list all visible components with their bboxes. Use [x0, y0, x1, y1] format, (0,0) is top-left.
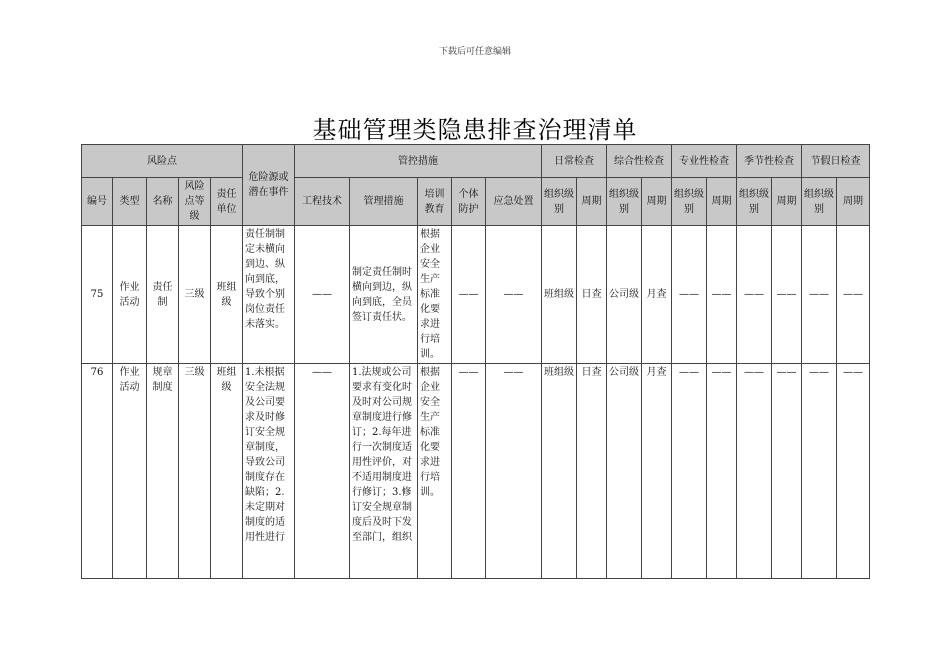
col-daily-org: 组织级别 [542, 178, 577, 226]
cell-comp-period: 月查 [642, 364, 672, 579]
cell-training: 根据企业安全生产标准化要求进行培训。 [418, 226, 452, 364]
col-season-org: 组织级别 [737, 178, 772, 226]
cell-no: 76 [82, 364, 113, 579]
cell-name: 责任制 [147, 226, 179, 364]
cell-holiday-period: —— [837, 364, 870, 579]
cell-unit: 班组级 [211, 226, 243, 364]
cell-engineering: —— [295, 226, 350, 364]
cell-daily-period: 日查 [577, 226, 607, 364]
col-training: 培训教育 [418, 178, 452, 226]
page-header: 下载后可任意编辑 [438, 47, 511, 57]
cell-season-org: —— [737, 364, 772, 579]
table-row [82, 226, 870, 364]
cell-management: 制定责任制时横向到边，纵向到底，全员签订责任状。 [350, 226, 418, 364]
cell-training: 根据企业安全生产标准化要求进行培训。 [418, 364, 452, 579]
cell-daily-period: 日查 [577, 364, 607, 579]
col-unit: 责任单位 [211, 178, 243, 226]
cell-type: 作业活动 [113, 226, 147, 364]
table-row [82, 364, 870, 579]
document-title: 基础管理类隐患排查治理清单 [312, 116, 638, 144]
cell-holiday-period: —— [837, 226, 870, 364]
group-risk-point: 风险点 [82, 145, 243, 178]
cell-emergency: —— [486, 364, 542, 579]
cell-ppe: —— [452, 226, 486, 364]
cell-engineering: —— [295, 364, 350, 579]
cell-emergency: —— [486, 226, 542, 364]
col-ppe: 个体防护 [452, 178, 486, 226]
col-comp-period: 周期 [642, 178, 672, 226]
cell-holiday-org: —— [802, 226, 837, 364]
cell-prof-period: —— [707, 364, 737, 579]
cell-level: 三级 [179, 226, 211, 364]
cell-prof-org: —— [672, 364, 707, 579]
col-comp-org: 组织级别 [607, 178, 642, 226]
group-holiday-check: 节假日检查 [802, 145, 870, 178]
group-professional-check: 专业性检查 [672, 145, 737, 178]
hazard-checklist-table [81, 144, 870, 579]
col-daily-period: 周期 [577, 178, 607, 226]
col-emergency: 应急处置 [486, 178, 542, 226]
col-season-period: 周期 [772, 178, 802, 226]
col-holiday-org: 组织级别 [802, 178, 837, 226]
cell-unit: 班组级 [211, 364, 243, 579]
cell-daily-org: 班组级 [542, 364, 577, 579]
cell-no: 75 [82, 226, 113, 364]
col-prof-org: 组织级别 [672, 178, 707, 226]
cell-season-period: —— [772, 226, 802, 364]
group-control: 管控措施 [295, 145, 542, 178]
cell-comp-org: 公司级 [607, 364, 642, 579]
cell-prof-org: —— [672, 226, 707, 364]
cell-hazard: 1.未根据安全法规及公司要求及时修订安全规章制度，导致公司制度存在缺陷；2.未定期对制度的适用性进行 [243, 364, 295, 579]
col-holiday-period: 周期 [837, 178, 870, 226]
group-comprehensive-check: 综合性检查 [607, 145, 672, 178]
cell-type: 作业活动 [113, 364, 147, 579]
cell-daily-org: 班组级 [542, 226, 577, 364]
cell-comp-org: 公司级 [607, 226, 642, 364]
col-no: 编号 [82, 178, 113, 226]
cell-season-period: —— [772, 364, 802, 579]
col-level: 风险点等级 [179, 178, 211, 226]
cell-hazard: 责任制制定未横向到边、纵向到底，导致个别岗位责任未落实。 [243, 226, 295, 364]
cell-level: 三级 [179, 364, 211, 579]
cell-comp-period: 月查 [642, 226, 672, 364]
cell-prof-period: —— [707, 226, 737, 364]
col-name: 名称 [147, 178, 179, 226]
cell-management: 1.法规或公司要求有变化时及时对公司规章制度进行修订；2.每年进行一次制度适用性评价，对不适用制度进行修订；3.修订安全规章制度后及时下发至部门，组织 [350, 364, 418, 579]
cell-ppe: —— [452, 364, 486, 579]
col-type: 类型 [113, 178, 147, 226]
cell-name: 规章制度 [147, 364, 179, 579]
group-daily-check: 日常检查 [542, 145, 607, 178]
group-seasonal-check: 季节性检查 [737, 145, 802, 178]
group-hazard: 危险源或潜在事件 [243, 145, 295, 226]
cell-season-org: —— [737, 226, 772, 364]
col-engineering: 工程技术 [295, 178, 350, 226]
col-prof-period: 周期 [707, 178, 737, 226]
col-management: 管理措施 [350, 178, 418, 226]
cell-holiday-org: —— [802, 364, 837, 579]
